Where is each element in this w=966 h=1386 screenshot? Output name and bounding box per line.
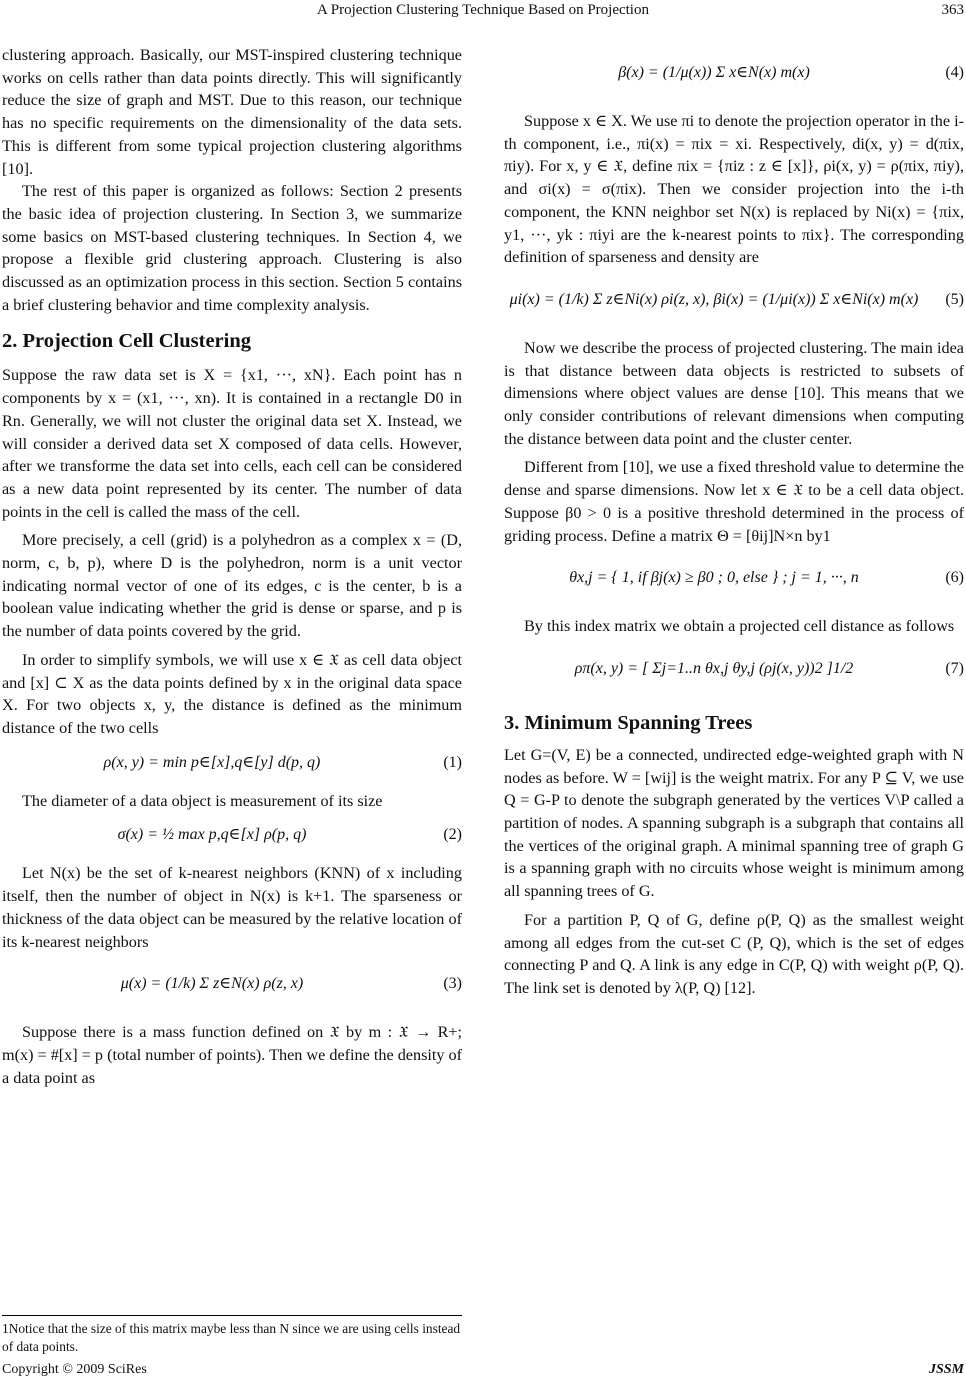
running-header bbox=[0, 0, 966, 22]
paragraph: For a partition P, Q of G, define ρ(P, Q) as the smallest weight among all edges from the cut-set C (P, Q), which is the set of edges connecting P and Q. A link is any edge in C(P, Q) with weight ρ(P, Q). The link set is denoted by λ(P, Q) [12]. bbox=[504, 910, 964, 997]
equation-1 bbox=[2, 742, 462, 786]
equation-3 bbox=[2, 955, 462, 1017]
equation-number: (2) bbox=[443, 826, 462, 844]
section-heading: 2. Projection Cell Clustering bbox=[2, 330, 251, 353]
paragraph: Suppose the raw data set is X = {x1, ···, xN}. Each point has n components by x = (x1, ···, xn). It is contained in a rectangle D0 in Rn. Generally, we will not cluster the original data set X. Instead, we will consider a derived data set X composed of data cells. However, after we transforme the data set into cells, each cell can be considered as a new data point represented by its center. The number of data points in the cell is called the mass of the cell. bbox=[2, 366, 462, 521]
page-number: 363 bbox=[941, 2, 964, 18]
equation-body: σ(x) = ½ max p,q∈[x] ρ(p, q) bbox=[117, 826, 307, 844]
equation-number: (6) bbox=[945, 569, 964, 587]
equation-number: (3) bbox=[443, 975, 462, 993]
equation-body: β(x) = (1/μ(x)) Σ x∈N(x) m(x) bbox=[618, 64, 810, 81]
paragraph: The rest of this paper is organized as follows: Section 2 presents the basic idea of projection clustering. In Section 3, we summarize some basics on MST-based clustering techniques. In Section 4, we propose a flexible grid clustering approach. Clustering is also discussed as an optimization process in this section. Section 5 contains a brief clustering behavior and time complexity analysis. bbox=[2, 182, 462, 314]
equation-4 bbox=[504, 44, 964, 106]
paragraph: Suppose x ∈ X. We use πi to denote the projection operator in the i-th component, i.e., πi(x) = πix = xi. Respectively, di(x, y) = d(πix, πiy). For x, y ∈ 𝔛, define πix = {πiz : z ∈ [x]}, ρi(x, y) = ρ(πix, πiy), and σi(x) = σ(πix). Then we consider projection into the i-th component, the KNN neighbor set N(x) is replaced by Ni(x) = {πix, y1, ···, yk : πiyi are the k-nearest points to πix}. The corresponding definition of sparseness and density are bbox=[504, 112, 964, 267]
right-column bbox=[504, 44, 964, 1000]
footnote: 1Notice that the size of this matrix maybe less than N since we are using cells instead of data points. bbox=[2, 1321, 461, 1354]
equation-body: ρπ(x, y) = [ Σj=1..n θx,j θy,j (ρj(x, y))2 ]1/2 bbox=[574, 659, 854, 677]
running-title: A Projection Clustering Technique Based on Projection bbox=[317, 2, 649, 18]
page-footer bbox=[2, 1362, 964, 1378]
equation-2 bbox=[2, 814, 462, 858]
equation-body: ρ(x, y) = min p∈[x],q∈[y] d(p, q) bbox=[103, 753, 321, 771]
paragraph: Let N(x) be the set of k-nearest neighbors (KNN) of x including itself, then the number of object in N(x) is k+1. The sparseness or thickness of the data object can be measured by the relative location of its k-nearest neighbors bbox=[2, 864, 462, 951]
paragraph: By this index matrix we obtain a projected cell distance as follows bbox=[524, 617, 955, 636]
equation-7 bbox=[504, 640, 964, 702]
paragraph: Different from [10], we use a fixed threshold value to determine the dense and sparse dimensions. Now let x ∈ 𝔛 to be a cell data object. Suppose β0 > 0 is a positive threshold determined in the process of griding process. Define a matrix Θ = [θij]N×n by1 bbox=[504, 458, 964, 545]
section-heading: 3. Minimum Spanning Trees bbox=[504, 711, 753, 734]
left-column bbox=[2, 44, 462, 1089]
equation-6 bbox=[504, 549, 964, 611]
equation-number: (5) bbox=[945, 290, 964, 308]
equation-5 bbox=[504, 271, 964, 333]
equation-body: μ(x) = (1/k) Σ z∈N(x) ρ(z, x) bbox=[120, 975, 304, 993]
journal-name: JSSM bbox=[928, 1362, 964, 1377]
equation-body: μi(x) = (1/k) Σ z∈Ni(x) ρi(z, x), βi(x) = (1/μi(x)) Σ x∈Ni(x) m(x) bbox=[509, 290, 919, 308]
equation-body: θx,j = { 1, if βj(x) ≥ β0 ; 0, else } ; j = 1, ···, n bbox=[569, 569, 859, 587]
paragraph: Now we describe the process of projected clustering. The main idea is that distance between data objects is restricted to subsets of dimensions where object values are dense [10]. This means that we only consider contributions of relevant dimensions when computing the distance between data point and the cluster center. bbox=[504, 338, 964, 448]
paragraph: More precisely, a cell (grid) is a polyhedron as a complex x = (D, norm, c, b, p), where D is the polyhedron, norm is a unit vector indicating normal vector of one of its edges, c is the center, b is a boolean value indicating whether the grid is dense or sparse, and p is the number of data points covered by the grid. bbox=[2, 531, 462, 641]
paragraph: In order to simplify symbols, we will use x ∈ 𝔛 as cell data object and [x] ⊂ X as the data points defined by x in the original data space X. For two objects x, y, the distance is defined as the minimum distance of the two cells bbox=[2, 650, 462, 737]
equation-number: (4) bbox=[945, 64, 964, 81]
equation-number: (7) bbox=[945, 659, 964, 677]
paragraph: clustering approach. Basically, our MST-inspired clustering technique works on cells rather than data points directly. This will significantly reduce the size of graph and MST. Due to this reason, our technique has no specific requirements on the dimensionality of the data sets. This is different from some typical projection clustering algorithms [10]. bbox=[2, 46, 462, 178]
paragraph: Suppose there is a mass function defined on 𝔛 by m : 𝔛 → R+; m(x) = #[x] = p (total number of points). Then we define the density of a data point as bbox=[2, 1023, 462, 1087]
paragraph: Let G=(V, E) be a connected, undirected edge-weighted graph with N nodes as before. W = [wij] is the weight matrix. For any P ⊆ V, we use Q = G-P to denote the subgraph generated by the vertices V\P called a partition of nodes. A spanning subgraph is a subgraph that contains all the vertices of the original graph. A minimal spanning tree of graph G is a spanning graph with no circuits whose weight is minimum among all spanning trees of G. bbox=[504, 745, 964, 901]
footnote-rule bbox=[2, 1315, 462, 1316]
copyright-notice: Copyright © 2009 SciRes bbox=[2, 1362, 147, 1377]
paragraph: The diameter of a data object is measurement of its size bbox=[22, 791, 383, 810]
equation-number: (1) bbox=[443, 753, 462, 771]
